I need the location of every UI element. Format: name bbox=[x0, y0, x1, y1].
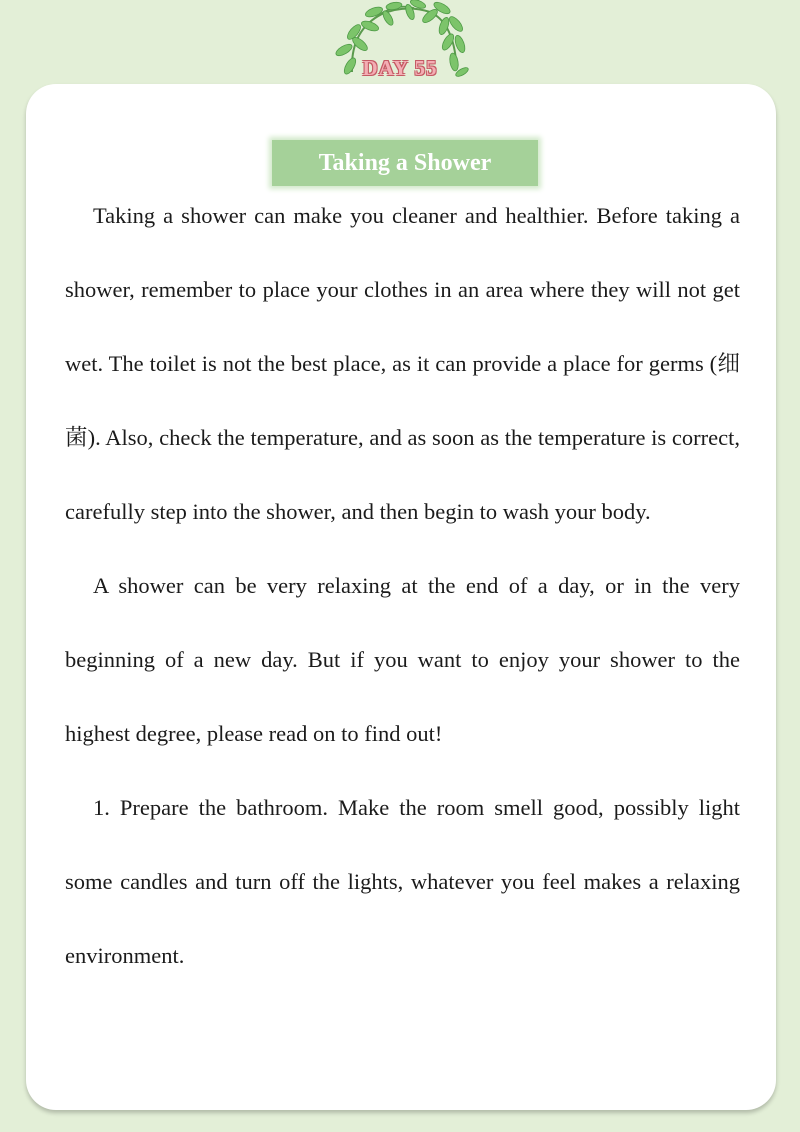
article-card bbox=[26, 84, 776, 1110]
paragraph: 1. Prepare the bathroom. Make the room smell good, possibly light some candles and turn off the lights, whatever you feel makes a relaxing environment. bbox=[65, 795, 740, 968]
paragraph: A shower can be very relaxing at the end of a day, or in the very beginning of a new day. But if you want to enjoy your shower to the highest degree, please read on to find out! bbox=[65, 573, 740, 746]
paragraph: Taking a shower can make you cleaner and healthier. Before taking a shower, remember to place your clothes in an area where they will not get wet. The toilet is not the best place, as it can provide a place for germs (细菌). Also, check the temperature, and as soon as the temperature is correct, carefully step into the shower, and then begin to wash your body. bbox=[65, 203, 740, 524]
day-label: DAY 55 bbox=[362, 56, 438, 80]
article-title: Taking a Shower bbox=[318, 149, 492, 176]
article-body bbox=[65, 179, 740, 993]
day-badge bbox=[330, 0, 470, 88]
